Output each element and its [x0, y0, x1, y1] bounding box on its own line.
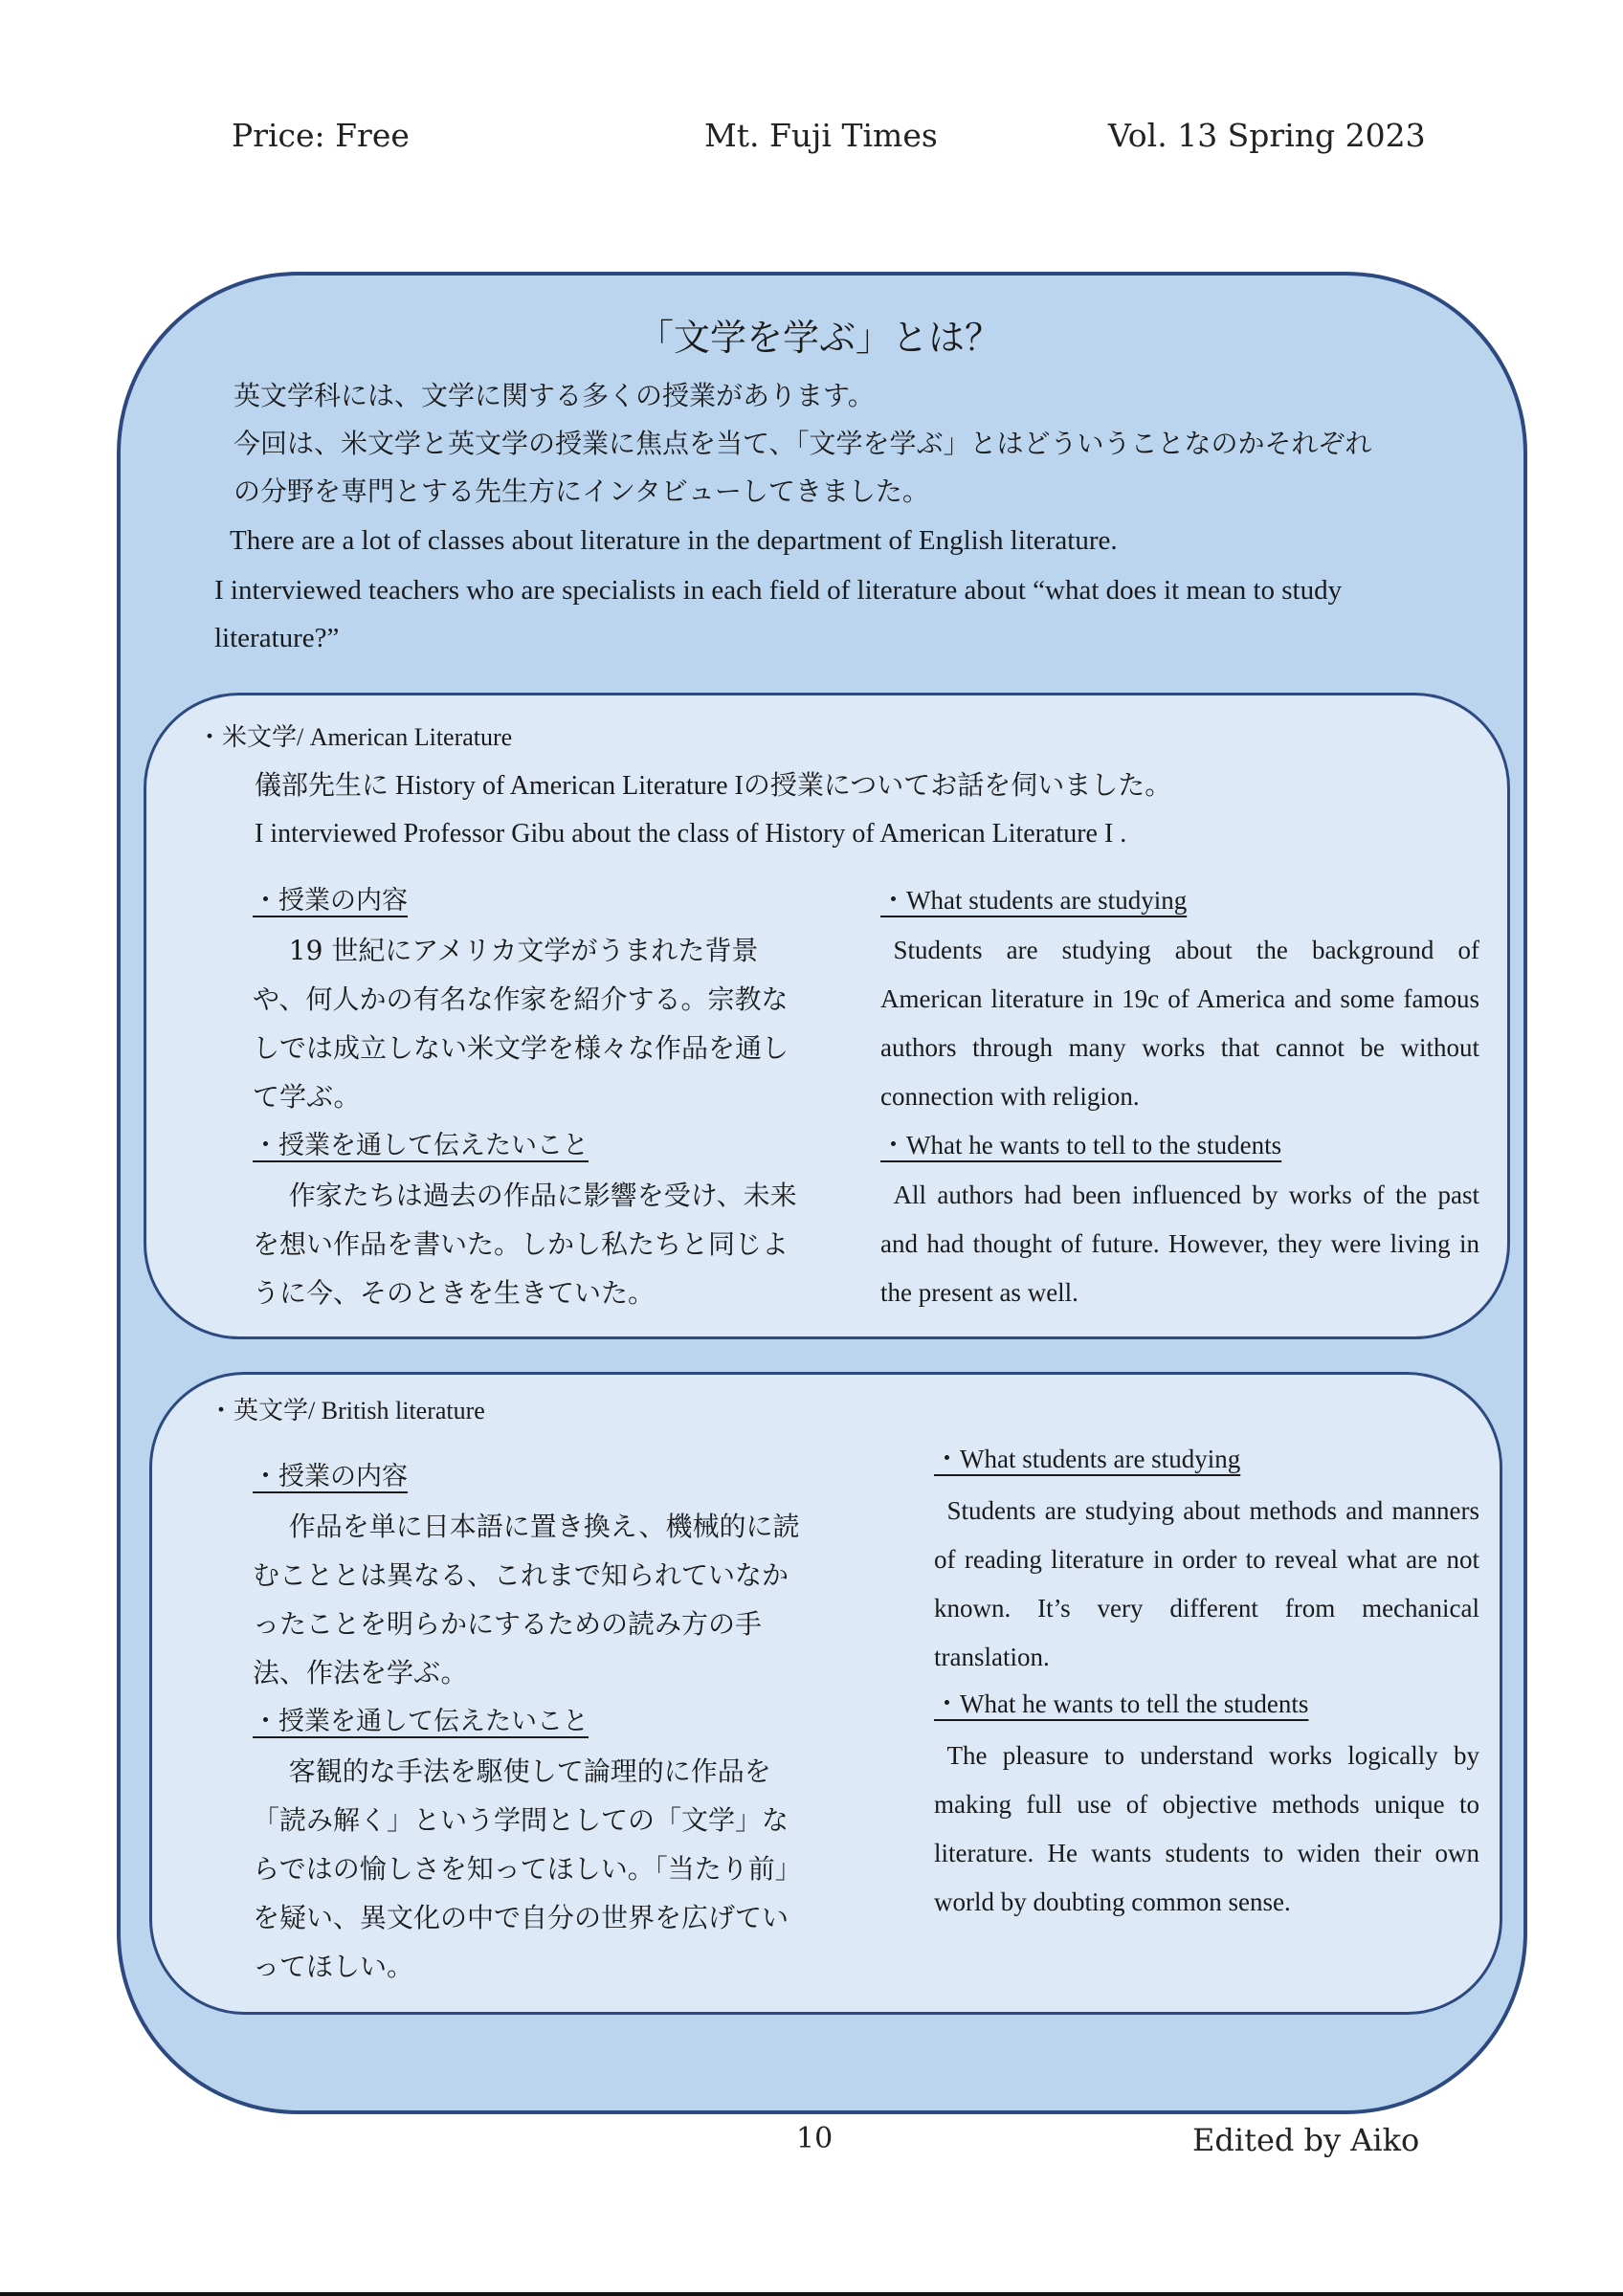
intro-en-line-2: I interviewed teachers who are specialists in each field of literature about “what does it mean to study [214, 575, 1343, 606]
british-jp-message: 客観的な手法を駆使して論理的に作品を「読み解く」という学問としての「文学」ならではの愉しさを知ってほしい。「当たり前」を疑い、異文化の中で自分の世界を広げていってほしい。 [253, 1755, 802, 1982]
british-jp-heading-content: ・授業の内容 [253, 1462, 408, 1491]
american-en-message: All authors had been influenced by works of the past and had thought of future. However, they were living in the present as well. [880, 1181, 1479, 1307]
british-section-title: ・英文学/ British literature [209, 1397, 485, 1424]
american-en-heading-studying: ・What students are studying [880, 886, 1188, 915]
newspaper-name: Mt. Fuji Times [704, 117, 938, 154]
american-section-title: ・米文学/ American Literature [197, 723, 513, 751]
american-jp-message: 作家たちは過去の作品に影響を受け、未来を想い作品を書いた。しかし私たちと同じように今、そのときを生きていた。 [253, 1180, 797, 1309]
british-en-studying: Students are studying about methods and manners of reading literature in order to reveal what are not known. It’s very different from mechanical translation. [934, 1496, 1479, 1671]
british-en-heading-studying: ・What students are studying [934, 1445, 1241, 1473]
american-jp-heading-content: ・授業の内容 [253, 886, 408, 916]
intro-en-line-1: There are a lot of classes about literature in the department of English literature. [230, 525, 1118, 556]
intro-jp-line-2: 今回は、米文学と英文学の授業に焦点を当て、「文学を学ぶ」とはどういうことなのかそれぞれ [233, 428, 1372, 459]
price-label: Price: Free [232, 117, 410, 154]
british-jp-heading-message: ・授業を通して伝えたいこと [253, 1707, 589, 1736]
american-intro-en: I interviewed Professor Gibu about the class of History of American Literature I . [255, 819, 1127, 849]
british-jp-content: 作品を単に日本語に置き換え、機械的に読むこととは異なる、これまで知られていなかったことを明らかにするための読み方の手法、作法を学ぶ。 [253, 1511, 800, 1689]
american-jp-heading-message: ・授業を通して伝えたいこと [253, 1131, 589, 1160]
bottom-rule [0, 2292, 1623, 2296]
page-number: 10 [796, 2122, 834, 2155]
editor-credit: Edited by Aiko [1192, 2122, 1420, 2158]
american-intro-jp: 儀部先生に History of American Literature Iの授業についてお話を伺いました。 [255, 771, 1172, 801]
american-en-studying: Students are studying about the background of American literature in 19c of America and some famous authors through many works that cannot be without connection with religion. [880, 936, 1479, 1111]
article-title: 「文学を学ぶ」とは？ [637, 317, 1002, 359]
intro-jp-line-3: の分野を専門とする先生方にインタビューしてきました。 [233, 475, 929, 507]
american-jp-content: 19 世紀にアメリカ文学がうまれた背景や、何人かの有名な作家を紹介する。宗教なしでは成立しない米文学を様々な作品を通して学ぶ。 [253, 935, 789, 1113]
intro-en-line-3: literature?” [214, 623, 340, 653]
volume-label: Vol. 13 Spring 2023 [1108, 117, 1426, 154]
american-en-heading-message: ・What he wants to tell to the students [880, 1131, 1282, 1159]
british-en-heading-message: ・What he wants to tell the students [934, 1689, 1309, 1718]
intro-jp-line-1: 英文学科には、文学に関する多くの授業があります。 [233, 380, 875, 411]
british-en-message: The pleasure to understand works logically by making full use of objective methods unique to literature. He wants students to widen their own world by doubting common sense. [934, 1741, 1479, 1916]
